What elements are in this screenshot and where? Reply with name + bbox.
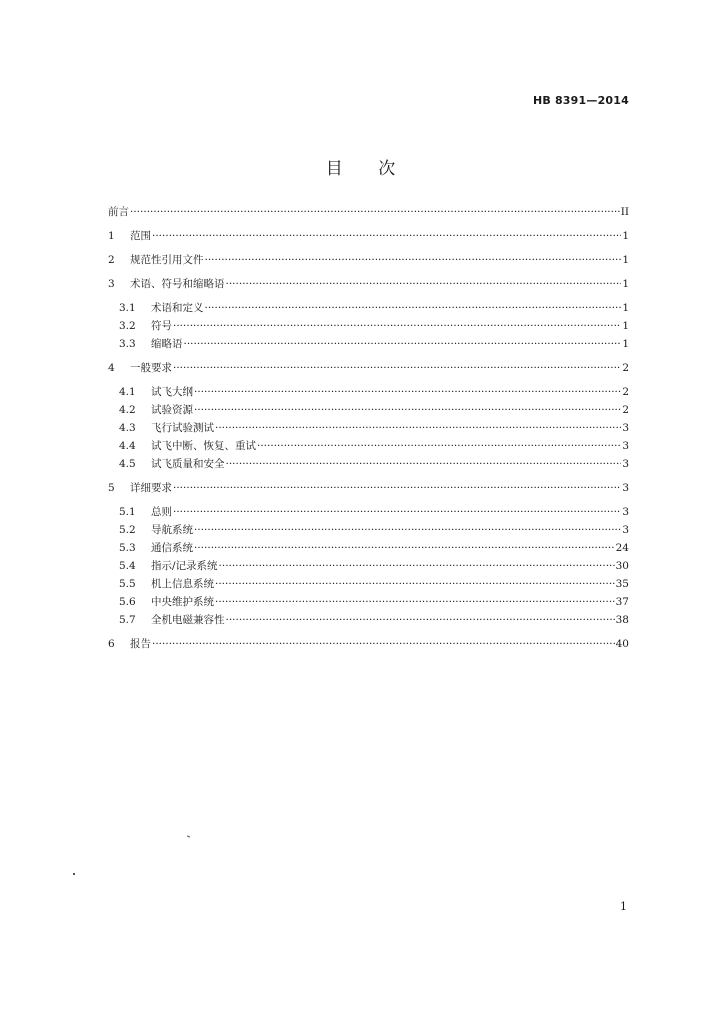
toc-leader-dots xyxy=(173,503,621,521)
toc-entry-number: 3.1 xyxy=(119,302,136,314)
toc-entry-number: 4.3 xyxy=(119,422,136,434)
toc-entry-page: 1 xyxy=(622,302,629,314)
toc-entry-label: 指示/记录系统 xyxy=(151,560,218,572)
toc-entry-label: 飞行试验测试 xyxy=(151,422,214,434)
toc-entry[interactable] xyxy=(108,521,629,539)
toc-entry[interactable] xyxy=(108,503,629,521)
toc-entry[interactable] xyxy=(108,635,629,653)
scan-speck xyxy=(73,873,75,875)
toc-entry[interactable] xyxy=(108,251,629,269)
toc-leader-dots xyxy=(226,455,622,473)
toc-entry-page: 3 xyxy=(622,506,629,518)
toc-entry[interactable] xyxy=(108,575,629,593)
toc-title: 目 次 xyxy=(325,159,396,179)
toc-entry[interactable] xyxy=(108,335,629,353)
toc-entry-number: 5.3 xyxy=(119,542,136,554)
toc-entry[interactable] xyxy=(108,593,629,611)
toc-entry-number: 3.3 xyxy=(119,338,136,350)
toc-entry[interactable] xyxy=(108,479,629,497)
toc-entry-number: 4.2 xyxy=(119,404,136,416)
toc-leader-dots xyxy=(215,419,621,437)
toc-entry-number: 4.4 xyxy=(119,440,136,452)
toc-entry-number: 5.1 xyxy=(119,506,136,518)
toc-entry[interactable] xyxy=(108,557,629,575)
toc-entry-page: 2 xyxy=(622,404,629,416)
toc-entry-page: 2 xyxy=(622,386,629,398)
toc-leader-dots xyxy=(173,317,621,335)
toc-entry-label: 试飞大纲 xyxy=(151,386,193,398)
toc-entry-label: 范围 xyxy=(130,230,151,242)
toc-leader-dots xyxy=(173,359,621,377)
toc-entry-page: 3 xyxy=(622,524,629,536)
toc-entry-label: 机上信息系统 xyxy=(151,578,214,590)
toc-entry-label: 一般要求 xyxy=(130,362,172,374)
toc-entry[interactable] xyxy=(108,227,629,245)
page-number: 1 xyxy=(620,900,627,913)
toc-entry-label: 术语、符号和缩略语 xyxy=(130,278,225,290)
toc-entry-number: 5 xyxy=(108,482,115,494)
toc-entry-page: 3 xyxy=(622,422,629,434)
toc-leader-dots xyxy=(194,539,615,557)
toc-entry-number: 4 xyxy=(108,362,115,374)
toc-entry-number: 4.1 xyxy=(119,386,136,398)
toc-leader-dots xyxy=(205,251,622,269)
toc-leader-dots xyxy=(205,299,622,317)
toc-leader-dots xyxy=(152,635,615,653)
toc-entry-page: 1 xyxy=(622,230,629,242)
toc-entry-label: 报告 xyxy=(130,638,151,650)
toc-entry-number: 4.5 xyxy=(119,458,136,470)
toc-entry[interactable] xyxy=(108,317,629,335)
toc-entry[interactable] xyxy=(108,383,629,401)
scan-speck xyxy=(187,835,190,837)
toc-entry-label: 缩略语 xyxy=(151,338,183,350)
toc-entry-page: 2 xyxy=(622,362,629,374)
toc-entry-page: 35 xyxy=(615,578,629,590)
toc-leader-dots xyxy=(219,557,615,575)
toc-entry-number: 5.2 xyxy=(119,524,136,536)
toc-entry-page: 38 xyxy=(615,614,629,626)
toc-entry-page: 37 xyxy=(615,596,629,608)
toc-entry[interactable] xyxy=(108,401,629,419)
toc-leader-dots xyxy=(173,479,621,497)
toc-entry-label: 试验资源 xyxy=(151,404,193,416)
toc-entry-label: 符号 xyxy=(151,320,172,332)
toc-leader-dots xyxy=(226,611,615,629)
toc-entry-label: 前言 xyxy=(108,206,129,218)
toc-entry-page: 24 xyxy=(615,542,629,554)
toc-entry[interactable] xyxy=(108,437,629,455)
toc-entry-label: 详细要求 xyxy=(130,482,172,494)
toc-leader-dots xyxy=(130,203,620,221)
toc-entry-label: 总则 xyxy=(151,506,172,518)
toc-entry-label: 规范性引用文件 xyxy=(130,254,204,266)
toc-leader-dots xyxy=(226,275,622,293)
toc-entry-label: 中央维护系统 xyxy=(151,596,214,608)
toc-entry-label: 导航系统 xyxy=(151,524,193,536)
toc-entry-label: 全机电磁兼容性 xyxy=(151,614,225,626)
toc-entry-page: 3 xyxy=(622,458,629,470)
toc-entry-number: 5.5 xyxy=(119,578,136,590)
standard-code: HB 8391—2014 xyxy=(532,94,629,107)
toc-entry-page: 1 xyxy=(622,254,629,266)
toc-entry-number: 5.6 xyxy=(119,596,136,608)
toc-entry-page: II xyxy=(620,206,629,218)
toc-leader-dots xyxy=(215,575,615,593)
toc-entry-number: 5.7 xyxy=(119,614,136,626)
toc-entry-number: 3 xyxy=(108,278,115,290)
toc-leader-dots xyxy=(257,437,621,455)
toc-entry-label: 通信系统 xyxy=(151,542,193,554)
toc-entry-label: 试飞质量和安全 xyxy=(151,458,225,470)
toc-entry-page: 1 xyxy=(622,278,629,290)
toc-entry-number: 3.2 xyxy=(119,320,136,332)
toc-entry[interactable] xyxy=(108,419,629,437)
toc-leader-dots xyxy=(194,383,621,401)
toc-entry[interactable] xyxy=(108,359,629,377)
toc-entry-label: 术语和定义 xyxy=(151,302,204,314)
toc-entry[interactable] xyxy=(108,539,629,557)
toc-leader-dots xyxy=(215,593,615,611)
toc-entry[interactable] xyxy=(108,455,629,473)
toc-entry[interactable] xyxy=(108,299,629,317)
toc-entry[interactable] xyxy=(108,275,629,293)
toc-entry-label: 试飞中断、恢复、重试 xyxy=(151,440,256,452)
toc-leader-dots xyxy=(184,335,622,353)
toc-leader-dots xyxy=(194,521,621,539)
toc-leader-dots xyxy=(152,227,621,245)
toc-leader-dots xyxy=(194,401,621,419)
toc-entry[interactable] xyxy=(108,611,629,629)
toc-entry-page: 40 xyxy=(615,638,629,650)
toc-entry-page: 30 xyxy=(615,560,629,572)
toc-entry-number: 5.4 xyxy=(119,560,136,572)
toc-entry[interactable] xyxy=(108,203,629,221)
toc-entry-number: 1 xyxy=(108,230,115,242)
toc-entry-page: 3 xyxy=(622,482,629,494)
toc-entry-number: 6 xyxy=(108,638,115,650)
table-of-contents xyxy=(108,203,629,653)
toc-entry-page: 1 xyxy=(622,320,629,332)
toc-entry-page: 1 xyxy=(622,338,629,350)
toc-entry-number: 2 xyxy=(108,254,115,266)
toc-entry-page: 3 xyxy=(622,440,629,452)
